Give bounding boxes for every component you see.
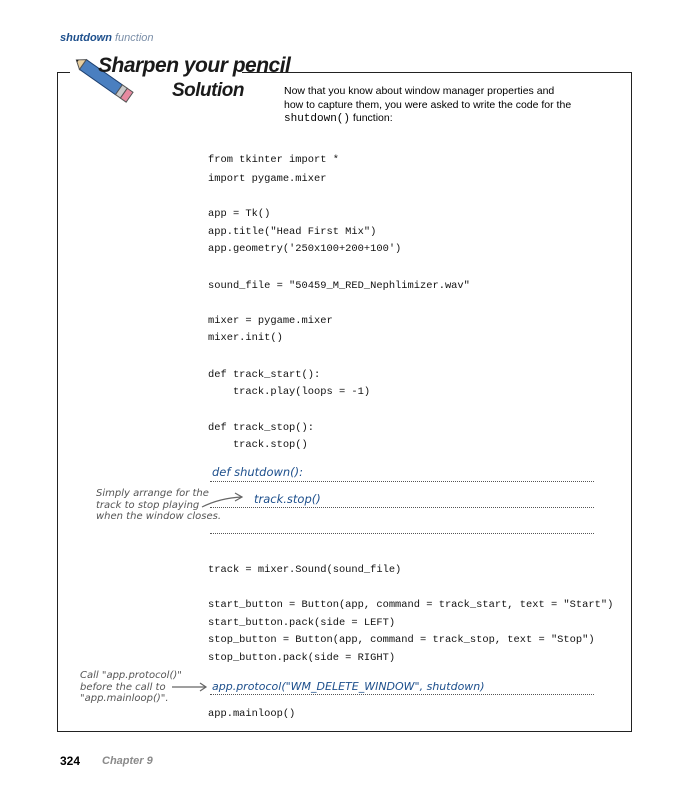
code-line: track.play(loops = -1): [208, 386, 371, 398]
intro-line-2: how to capture them, you were asked to write the code for the: [284, 98, 572, 111]
code-line: app.title("Head First Mix"): [208, 226, 377, 238]
code-line: start_button = Button(app, command = track_start, text = "Start"): [208, 599, 614, 611]
code-line: track.stop(): [208, 439, 308, 451]
section-header-rest: function: [115, 32, 154, 44]
handwritten-track-stop: track.stop(): [254, 492, 321, 506]
code-line: app.mainloop(): [208, 708, 296, 720]
answer-line: [210, 507, 594, 508]
code-line: app.geometry('250x100+200+100'): [208, 243, 402, 255]
note-arrow-icon: [170, 680, 210, 694]
title-line-2: Solution: [172, 80, 244, 101]
intro-line-1: Now that you know about window manager properties and: [284, 85, 555, 97]
note-line: track to stop playing: [96, 499, 200, 511]
code-line: app = Tk(): [208, 208, 271, 220]
title-line-1: Sharpen your pencil: [98, 54, 291, 77]
answer-line: [210, 481, 594, 482]
intro-line-3-rest: function:: [350, 112, 393, 124]
exercise-box: [57, 72, 632, 732]
intro-text: [284, 85, 594, 127]
note-arrow-icon: [200, 490, 246, 510]
answer-line: [210, 533, 594, 534]
handwritten-protocol: app.protocol("WM_DELETE_WINDOW", shutdown): [212, 680, 485, 693]
section-header-bold: shutdown: [60, 32, 112, 44]
page-number: 324: [60, 754, 81, 768]
code-line: def track_start():: [208, 369, 321, 381]
handwritten-def-shutdown: def shutdown():: [212, 465, 304, 479]
code-line: mixer.init(): [208, 332, 283, 344]
chapter-label: Chapter 9: [102, 755, 153, 767]
code-line: from tkinter import *: [208, 154, 339, 166]
intro-code: shutdown(): [284, 113, 351, 125]
note-line: Simply arrange for the: [96, 488, 209, 499]
code-line: start_button.pack(side = LEFT): [208, 617, 396, 629]
note-line: when the window closes.: [96, 511, 222, 522]
note-protocol: [80, 670, 182, 705]
code-line: mixer = pygame.mixer: [208, 315, 333, 327]
code-line: import pygame.mixer: [208, 173, 327, 185]
note-line: before the call to: [80, 681, 166, 693]
code-line: stop_button.pack(side = RIGHT): [208, 652, 396, 664]
code-line: sound_file = "50459_M_RED_Nephlimizer.wav": [208, 280, 470, 292]
note-line: Call "app.protocol()": [80, 670, 182, 681]
note-line: "app.mainloop()".: [80, 693, 169, 704]
code-line: def track_stop():: [208, 422, 315, 434]
answer-line: [210, 694, 594, 695]
code-line: stop_button = Button(app, command = track_stop, text = "Stop"): [208, 634, 595, 646]
intro-line-3: [284, 112, 594, 127]
section-header: [60, 32, 154, 44]
code-line: track = mixer.Sound(sound_file): [208, 564, 402, 576]
